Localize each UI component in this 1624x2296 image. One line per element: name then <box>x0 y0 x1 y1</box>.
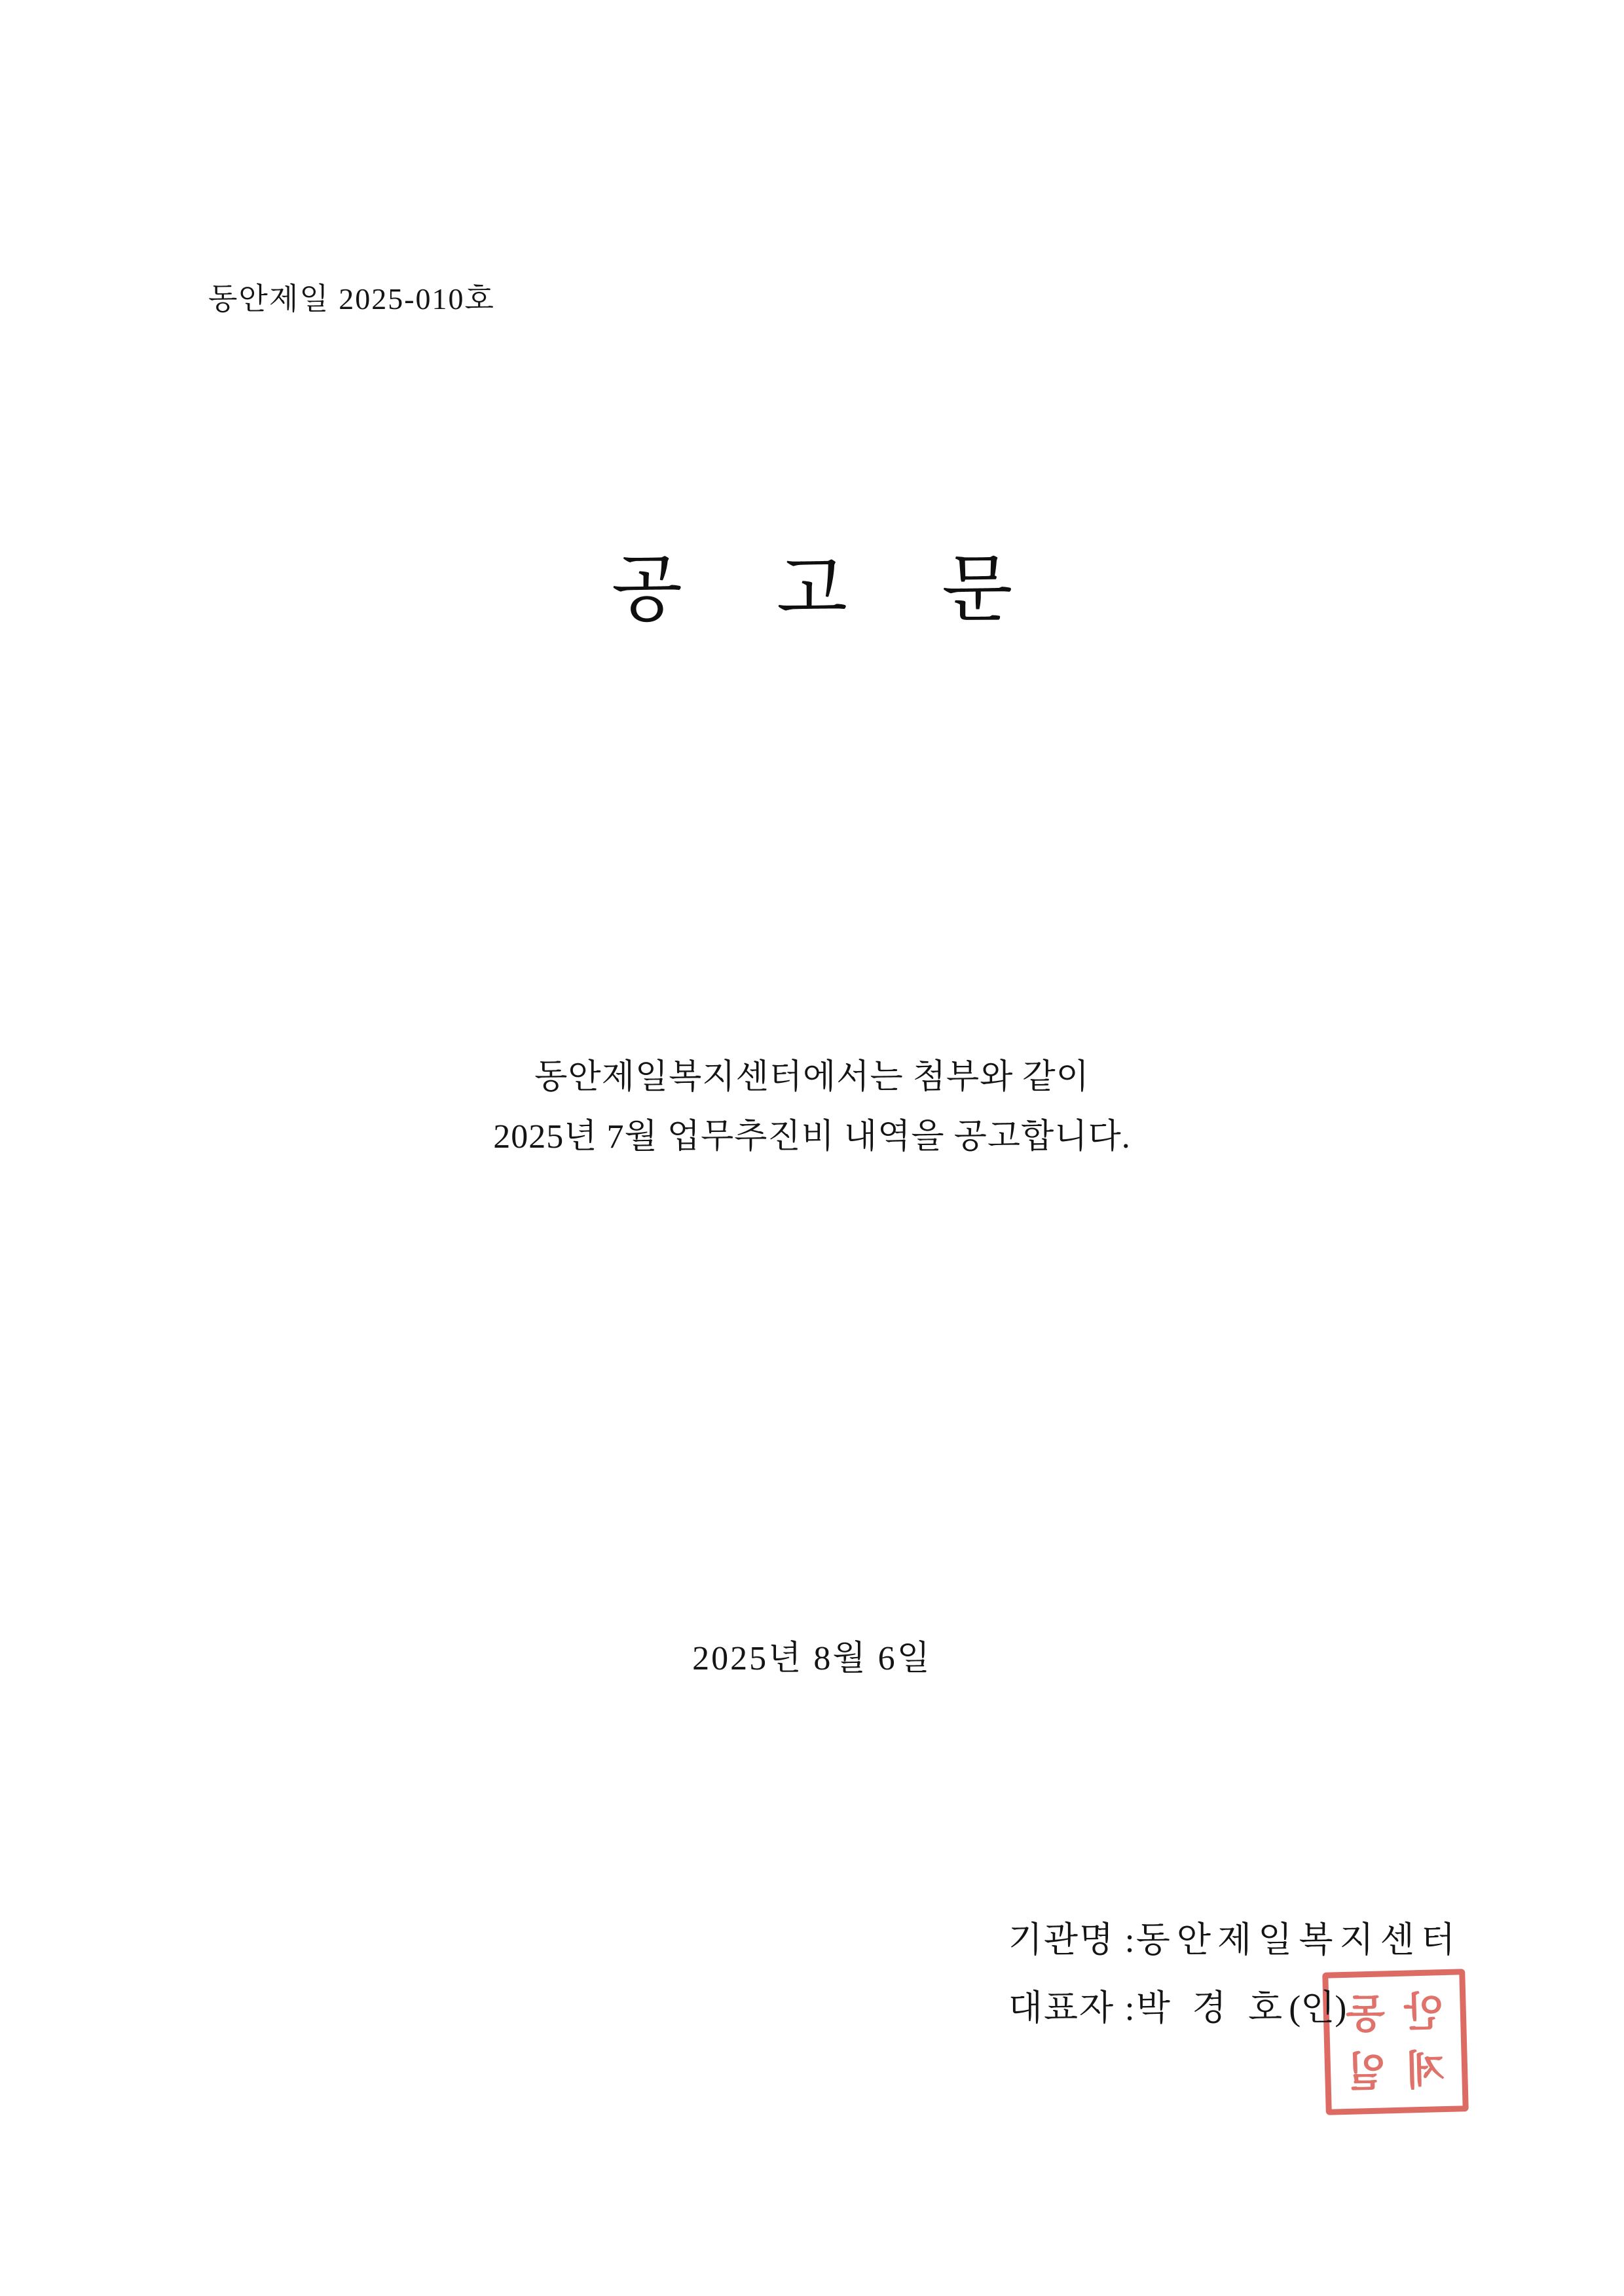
seal-mark-text: (인) <box>1289 1988 1347 2028</box>
seal-character-3: 일 <box>1346 2047 1388 2096</box>
organization-value: 동안제일복지센터 <box>1135 1920 1462 1959</box>
body-line-2: 2025년 7월 업무추진비 내역을 공고합니다. <box>493 1118 1131 1156</box>
seal-character-2: 안 <box>1403 1987 1445 2037</box>
body-line-1: 동안제일복지센터에서는 첨부와 같이 <box>534 1059 1090 1096</box>
seal-character-4: 제 <box>1405 2045 1446 2095</box>
seal-character-1: 동 <box>1345 1988 1386 2038</box>
seal-characters <box>1338 1984 1453 2100</box>
organization-label: 기관명 : <box>1008 1920 1136 1959</box>
organization-line <box>1008 1912 1462 1968</box>
page-title: 공 고 문 <box>611 549 1051 630</box>
issue-date: 2025년 8월 6일 <box>692 1640 932 1677</box>
document-number: 동안제일 2025-010호 <box>208 282 495 316</box>
representative-value: 박 경 호 <box>1135 1988 1289 2028</box>
announcement-body <box>0 1048 1624 1167</box>
representative-label: 대표자 : <box>1008 1988 1136 2028</box>
